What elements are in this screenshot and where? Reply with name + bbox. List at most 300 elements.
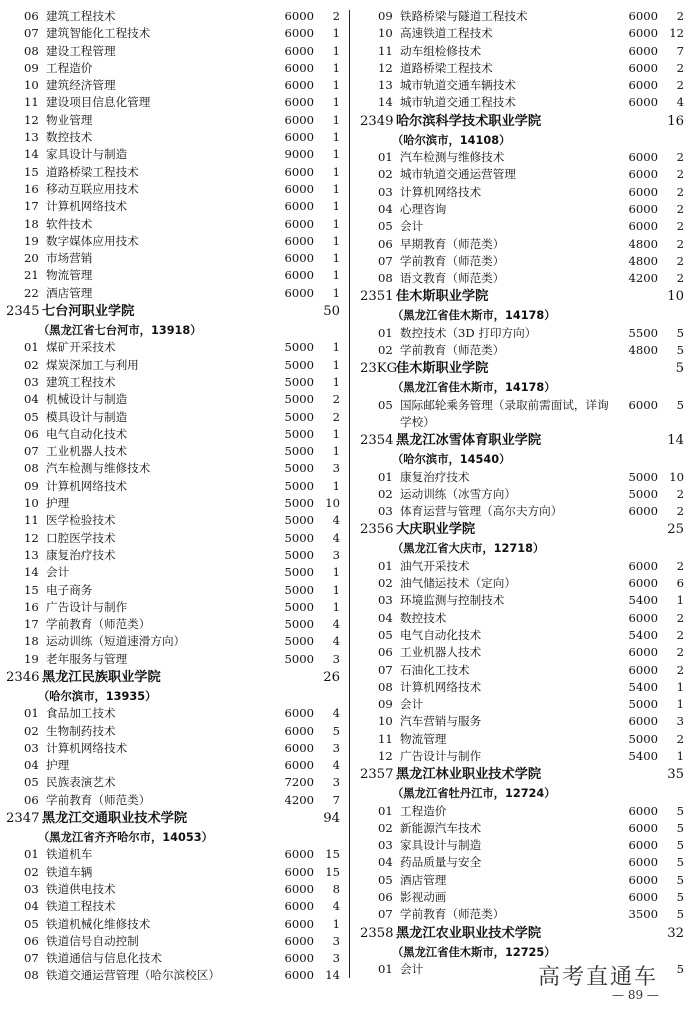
- major-code: 22: [24, 285, 39, 300]
- tuition-fee: 4200: [628, 271, 658, 286]
- major-code: 05: [24, 916, 39, 931]
- enrollment-count: 3: [332, 951, 340, 966]
- major-code: 15: [24, 164, 39, 179]
- major-name: 会计: [400, 219, 424, 234]
- major-code: 07: [24, 26, 39, 41]
- major-row: [6, 60, 344, 77]
- tuition-fee: 6000: [628, 43, 658, 58]
- major-code: 21: [24, 268, 39, 283]
- major-row: [6, 146, 344, 163]
- major-code: 12: [378, 748, 393, 763]
- enrollment-count: 7: [332, 792, 340, 807]
- major-code: 05: [378, 872, 393, 887]
- major-name: 计算机网络技术: [46, 740, 128, 755]
- school-heading: [360, 431, 688, 451]
- major-code: 11: [378, 731, 393, 746]
- tuition-fee: 6000: [628, 9, 658, 23]
- enrollment-count: 2: [676, 504, 684, 519]
- major-name: 铁道机械化维修技术: [46, 916, 151, 931]
- major-name: 石油化工技术: [400, 662, 470, 677]
- major-code: 19: [24, 651, 39, 666]
- major-row: [6, 616, 344, 633]
- major-row: [360, 820, 688, 837]
- major-row: [360, 713, 688, 730]
- major-name: 工程造价: [400, 803, 447, 818]
- major-name: 数控技术: [46, 130, 93, 145]
- enrollment-count: 1: [332, 112, 340, 127]
- major-row: [6, 374, 344, 391]
- major-code: 01: [378, 469, 393, 484]
- major-row: [6, 357, 344, 374]
- school-location: （黑龙江省齐齐哈尔市，14053）: [38, 831, 213, 845]
- major-code: 02: [378, 343, 393, 358]
- major-code: 01: [378, 803, 393, 818]
- major-name: 建设工程管理: [46, 43, 116, 58]
- major-name: 家具设计与制造: [46, 147, 128, 162]
- major-row: [6, 651, 344, 668]
- enrollment-count: 2: [676, 253, 684, 268]
- tuition-fee: 5400: [628, 679, 658, 694]
- school-code: 2347: [6, 811, 40, 827]
- enrollment-count: 3: [332, 461, 340, 476]
- enrollment-count: 5: [676, 838, 684, 853]
- major-row: [6, 339, 344, 356]
- school-total: 35: [667, 767, 684, 783]
- tuition-fee: 6000: [628, 662, 658, 677]
- enrollment-count: 4: [332, 706, 340, 721]
- major-name: 计算机网络技术: [400, 184, 482, 199]
- tuition-fee: 6000: [628, 95, 658, 110]
- tuition-fee: 5500: [628, 325, 658, 340]
- major-row: [6, 547, 344, 564]
- major-code: 01: [24, 847, 39, 862]
- major-code: 04: [24, 392, 39, 407]
- major-name: 数字媒体应用技术: [46, 233, 139, 248]
- major-row: [6, 129, 344, 146]
- enrollment-count: 1: [676, 593, 684, 608]
- enrollment-count: 2: [676, 78, 684, 93]
- major-name: 道路桥梁工程技术: [46, 164, 139, 179]
- major-row: [360, 610, 688, 627]
- tuition-fee: 5000: [284, 634, 314, 649]
- major-name: 油气储运技术（定向）: [400, 576, 516, 591]
- school-code: 2346: [6, 669, 40, 685]
- tuition-fee: 7200: [284, 775, 314, 790]
- enrollment-count: 2: [676, 184, 684, 199]
- major-row: [360, 837, 688, 854]
- major-row: [360, 253, 688, 270]
- major-row: [6, 898, 344, 915]
- major-code: 01: [378, 558, 393, 573]
- major-name: 民族表演艺术: [46, 775, 116, 790]
- major-name: 铁路桥梁与隧道工程技术: [400, 9, 528, 23]
- school-heading: [360, 287, 688, 307]
- major-code: 05: [378, 397, 393, 412]
- tuition-fee: 5000: [628, 486, 658, 501]
- major-code: 03: [24, 881, 39, 896]
- school-total: 32: [667, 925, 684, 941]
- major-name: 影视动画: [400, 890, 447, 905]
- major-row: [360, 592, 688, 609]
- major-name: 电气自动化技术: [46, 426, 128, 441]
- enrollment-count: 1: [332, 199, 340, 214]
- major-name: 软件技术: [46, 216, 93, 231]
- enrollment-count: 1: [332, 268, 340, 283]
- major-name: 市场营销: [46, 251, 93, 266]
- major-row: [6, 460, 344, 477]
- enrollment-count: 2: [676, 627, 684, 642]
- tuition-fee: 6000: [284, 881, 314, 896]
- enrollment-count: 2: [332, 392, 340, 407]
- major-row: [6, 705, 344, 722]
- tuition-fee: 6000: [284, 95, 314, 110]
- school-location: （黑龙江省佳木斯市，12725）: [392, 945, 556, 959]
- major-name: 计算机网络技术: [400, 679, 482, 694]
- school-heading: [6, 302, 344, 322]
- enrollment-count: 4: [332, 513, 340, 528]
- school-code: 2357: [360, 767, 394, 783]
- tuition-fee: 6000: [284, 951, 314, 966]
- tuition-fee: 6000: [284, 78, 314, 93]
- enrollment-count: 5: [676, 820, 684, 835]
- tuition-fee: 5000: [284, 426, 314, 441]
- tuition-fee: 6000: [628, 890, 658, 905]
- enrollment-count: 1: [332, 374, 340, 389]
- major-code: 07: [24, 951, 39, 966]
- school-name: 黑龙江农业职业技术学院: [396, 925, 542, 941]
- school-total: 10: [667, 289, 684, 305]
- major-name: 家具设计与制造: [400, 838, 482, 853]
- major-row: [360, 414, 688, 431]
- tuition-fee: 5000: [628, 469, 658, 484]
- tuition-fee: 6000: [284, 968, 314, 983]
- major-row: [6, 599, 344, 616]
- major-row: [6, 916, 344, 933]
- major-row: [6, 740, 344, 757]
- major-row: [6, 285, 344, 302]
- major-code: 14: [378, 95, 393, 110]
- enrollment-count: 1: [332, 164, 340, 179]
- tuition-fee: 4800: [628, 253, 658, 268]
- enrollment-count: 1: [332, 478, 340, 493]
- enrollment-count: 2: [676, 610, 684, 625]
- major-row: [360, 662, 688, 679]
- tuition-fee: 6000: [628, 167, 658, 182]
- enrollment-count: 14: [325, 968, 340, 983]
- major-code: 13: [24, 547, 39, 562]
- tuition-fee: 6000: [628, 78, 658, 93]
- major-code: 19: [24, 233, 39, 248]
- major-code: 16: [24, 181, 39, 196]
- enrollment-count: 2: [676, 645, 684, 660]
- major-row: [360, 77, 688, 94]
- enrollment-count: 2: [676, 236, 684, 251]
- major-row: [360, 236, 688, 253]
- tuition-fee: 5000: [284, 547, 314, 562]
- tuition-fee: 6000: [628, 504, 658, 519]
- major-row: [360, 25, 688, 42]
- school-location: （黑龙江省佳木斯市，14178）: [392, 381, 556, 395]
- major-name: 城市轨道交通运营管理: [400, 167, 516, 182]
- tuition-fee: 6000: [628, 576, 658, 591]
- major-code: 04: [378, 201, 393, 216]
- major-row: [6, 164, 344, 181]
- major-name: 语文教育（师范类）: [400, 271, 505, 286]
- enrollment-count: 1: [332, 216, 340, 231]
- major-row: [6, 723, 344, 740]
- major-row: [6, 267, 344, 284]
- enrollment-count: 7: [676, 43, 684, 58]
- tuition-fee: 5000: [284, 478, 314, 493]
- major-name: 汽车检测与维修技术: [46, 461, 151, 476]
- major-name: 数控技术（3D 打印方向）: [400, 325, 537, 340]
- major-row: [360, 469, 688, 486]
- tuition-fee: 6000: [628, 219, 658, 234]
- major-code: 10: [378, 26, 393, 41]
- major-name: 电子商务: [46, 582, 93, 597]
- major-code: 13: [378, 78, 393, 93]
- tuition-fee: 6000: [284, 216, 314, 231]
- major-code: 09: [378, 9, 393, 23]
- tuition-fee: 5000: [284, 444, 314, 459]
- tuition-fee: 5400: [628, 627, 658, 642]
- major-row: [6, 25, 344, 42]
- major-name: 城市轨道交通工程技术: [400, 95, 516, 110]
- major-row: [360, 906, 688, 923]
- major-code: 17: [24, 199, 39, 214]
- enrollment-count: 1: [332, 582, 340, 597]
- major-row: [6, 950, 344, 967]
- enrollment-count: 5: [676, 803, 684, 818]
- school-total: 25: [667, 522, 684, 538]
- enrollment-count: 10: [669, 469, 684, 484]
- major-row: [6, 181, 344, 198]
- school-name: 七台河职业学院: [42, 304, 135, 320]
- major-name: 移动互联应用技术: [46, 181, 139, 196]
- major-name: 铁道车辆: [46, 864, 93, 879]
- major-row: [6, 216, 344, 233]
- tuition-fee: 6000: [628, 201, 658, 216]
- school-name: 黑龙江交通职业技术学院: [42, 811, 188, 827]
- major-code: 07: [378, 907, 393, 922]
- tuition-fee: 6000: [284, 43, 314, 58]
- major-code: 05: [378, 627, 393, 642]
- enrollment-count: 8: [332, 881, 340, 896]
- tuition-fee: 6000: [628, 838, 658, 853]
- major-row: [6, 443, 344, 460]
- major-code: 02: [378, 167, 393, 182]
- school-total: 94: [323, 811, 340, 827]
- major-name: 口腔医学技术: [46, 530, 116, 545]
- major-code: 05: [24, 775, 39, 790]
- school-location: （黑龙江省大庆市，12718）: [392, 542, 545, 556]
- tuition-fee: 6000: [628, 714, 658, 729]
- major-row: [6, 8, 344, 25]
- enrollment-count: 1: [332, 340, 340, 355]
- major-code: 17: [24, 617, 39, 632]
- major-row: [360, 486, 688, 503]
- tuition-fee: 6000: [284, 864, 314, 879]
- tuition-fee: 6000: [284, 723, 314, 738]
- major-code: 16: [24, 599, 39, 614]
- enrollment-count: 1: [332, 60, 340, 75]
- major-name: 国际邮轮乘务管理（录取前需面试，详询: [400, 397, 609, 412]
- tuition-fee: 6000: [628, 60, 658, 75]
- major-name: 会计: [46, 565, 70, 580]
- school-name: 大庆职业学院: [396, 522, 476, 538]
- tuition-fee: 6000: [628, 855, 658, 870]
- school-location: （哈尔滨市，14540）: [392, 453, 511, 467]
- tuition-fee: 5000: [284, 530, 314, 545]
- enrollment-count: 3: [332, 651, 340, 666]
- enrollment-count: 2: [676, 150, 684, 165]
- enrollment-count: 1: [332, 444, 340, 459]
- major-name: 运动训练（冰雪方向）: [400, 486, 516, 501]
- major-code: 08: [378, 271, 393, 286]
- tuition-fee: 6000: [628, 820, 658, 835]
- major-row: [6, 250, 344, 267]
- tuition-fee: 4200: [284, 792, 314, 807]
- major-name: 道路桥梁工程技术: [400, 60, 493, 75]
- major-row: [6, 198, 344, 215]
- major-code: 02: [378, 576, 393, 591]
- major-name: 运动训练（短道速滑方向）: [46, 634, 186, 649]
- tuition-fee: 6000: [284, 847, 314, 862]
- enrollment-count: 1: [332, 181, 340, 196]
- major-row: [360, 218, 688, 235]
- major-row: [360, 679, 688, 696]
- school-location: （黑龙江省七台河市，13918）: [38, 324, 202, 338]
- major-code: 04: [378, 855, 393, 870]
- enrollment-count: 1: [676, 679, 684, 694]
- tuition-fee: 5000: [628, 731, 658, 746]
- tuition-fee: 6000: [284, 26, 314, 41]
- major-row: [6, 426, 344, 443]
- school-heading: [6, 809, 344, 829]
- enrollment-count: 4: [332, 758, 340, 773]
- major-name: 酒店管理: [400, 872, 447, 887]
- school-code: 2345: [6, 304, 40, 320]
- tuition-fee: 4800: [628, 236, 658, 251]
- enrollment-count: 2: [332, 9, 340, 23]
- major-code: 04: [24, 758, 39, 773]
- enrollment-count: 5: [676, 872, 684, 887]
- major-name: 早期教育（师范类）: [400, 236, 505, 251]
- school-heading: [6, 668, 344, 688]
- major-name: 学前教育（师范类）: [400, 253, 505, 268]
- enrollment-count: 1: [332, 130, 340, 145]
- major-row: [360, 43, 688, 60]
- watermark: 高考直通车: [538, 965, 659, 990]
- enrollment-count: 3: [676, 714, 684, 729]
- major-row: [6, 774, 344, 791]
- school-code: 23KG: [360, 361, 398, 377]
- major-name: 会计: [400, 697, 424, 712]
- school-code: 2349: [360, 113, 394, 129]
- major-name: 城市轨道交通车辆技术: [400, 78, 516, 93]
- enrollment-count: 2: [676, 60, 684, 75]
- tuition-fee: 6000: [628, 150, 658, 165]
- tuition-fee: 6000: [284, 164, 314, 179]
- school-heading: [360, 112, 688, 132]
- major-name: 物业管理: [46, 112, 93, 127]
- major-name: 煤炭深加工与利用: [46, 357, 139, 372]
- major-name: 数控技术: [400, 610, 447, 625]
- major-code: 03: [24, 740, 39, 755]
- tuition-fee: 6000: [284, 268, 314, 283]
- enrollment-count: 2: [676, 201, 684, 216]
- major-row: [6, 933, 344, 950]
- major-name: 建筑工程技术: [46, 374, 116, 389]
- tuition-fee: 6000: [284, 758, 314, 773]
- enrollment-count: 4: [332, 617, 340, 632]
- major-row: [6, 846, 344, 863]
- tuition-fee: 6000: [284, 181, 314, 196]
- major-row: [6, 564, 344, 581]
- school-total: 50: [323, 304, 340, 320]
- major-name: 康复治疗技术: [46, 547, 116, 562]
- major-name: 学校）: [400, 414, 435, 429]
- enrollment-count: 3: [332, 547, 340, 562]
- major-code: 03: [24, 374, 39, 389]
- tuition-fee: 6000: [284, 233, 314, 248]
- major-code: 07: [24, 444, 39, 459]
- major-row: [6, 409, 344, 426]
- major-name: 电气自动化技术: [400, 627, 482, 642]
- major-code: 06: [24, 426, 39, 441]
- major-row: [360, 872, 688, 889]
- major-name: 铁道信号自动控制: [46, 933, 139, 948]
- school-total: 14: [667, 433, 684, 449]
- school-heading: [360, 359, 688, 379]
- tuition-fee: 6000: [284, 933, 314, 948]
- major-code: 10: [24, 496, 39, 511]
- major-row: [360, 94, 688, 111]
- major-code: 01: [378, 961, 393, 976]
- major-code: 06: [24, 792, 39, 807]
- major-name: 学前教育（师范类）: [46, 792, 151, 807]
- major-code: 07: [378, 662, 393, 677]
- major-name: 建筑经济管理: [46, 78, 116, 93]
- enrollment-count: 15: [325, 864, 340, 879]
- major-name: 学前教育（师范类）: [46, 617, 151, 632]
- major-name: 新能源汽车技术: [400, 820, 482, 835]
- tuition-fee: 6000: [628, 645, 658, 660]
- major-row: [6, 495, 344, 512]
- enrollment-count: 1: [332, 251, 340, 266]
- enrollment-count: 1: [676, 697, 684, 712]
- major-name: 康复治疗技术: [400, 469, 470, 484]
- major-row: [6, 391, 344, 408]
- major-code: 14: [24, 147, 39, 162]
- enrollment-count: 5: [332, 723, 340, 738]
- enrollment-count: 1: [332, 357, 340, 372]
- major-row: [360, 325, 688, 342]
- enrollment-count: 2: [676, 486, 684, 501]
- major-code: 13: [24, 130, 39, 145]
- major-code: 02: [378, 486, 393, 501]
- major-name: 铁道工程技术: [46, 899, 116, 914]
- enrollment-count: 4: [332, 634, 340, 649]
- major-row: [360, 644, 688, 661]
- major-name: 机械设计与制造: [46, 392, 128, 407]
- major-name: 模具设计与制造: [46, 409, 128, 424]
- enrollment-count: 2: [676, 662, 684, 677]
- major-code: 03: [378, 593, 393, 608]
- major-name: 生物制药技术: [46, 723, 116, 738]
- enrollment-count: 2: [676, 9, 684, 23]
- major-row: [6, 43, 344, 60]
